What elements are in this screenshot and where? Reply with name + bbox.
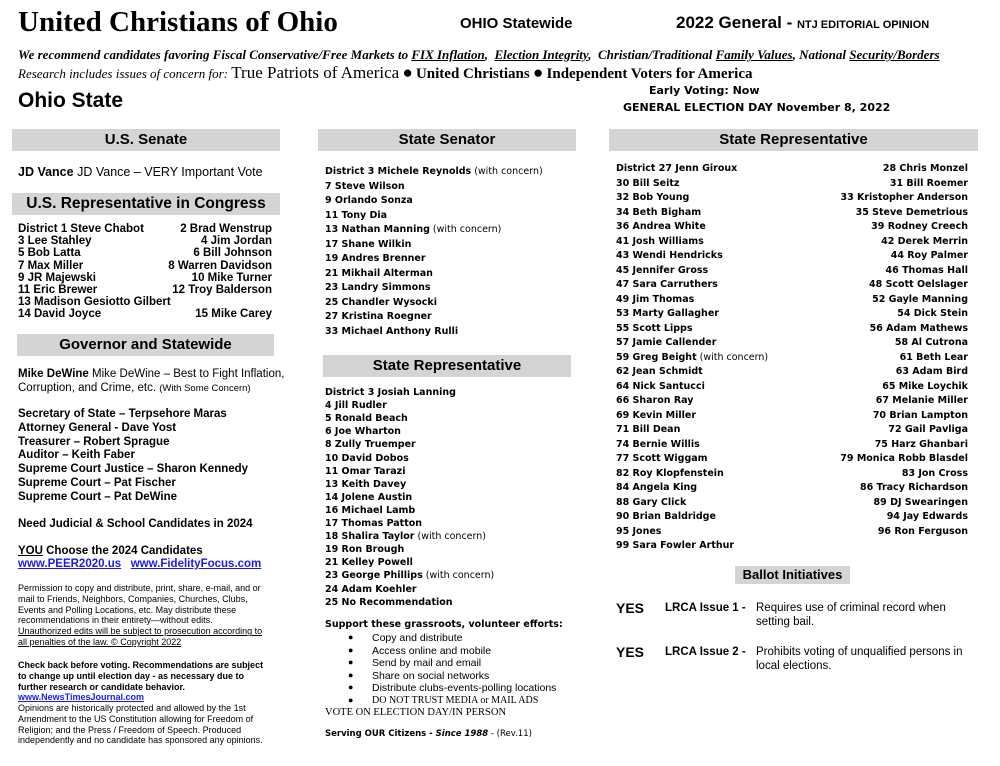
rep-row-name: 82 Roy Klopfenstein bbox=[616, 467, 724, 479]
newstimesjournal-link[interactable]: www.NewsTimesJournal.com bbox=[18, 692, 145, 702]
opinions-line: Opinions are historically protected and allowed by the 1st bbox=[18, 703, 246, 713]
senator-row bbox=[325, 311, 432, 322]
rep-row bbox=[616, 323, 692, 334]
senator-row bbox=[325, 268, 433, 279]
rep-row bbox=[325, 479, 406, 490]
rep-row bbox=[325, 505, 415, 516]
serving-line: Serving OUR Citizens - Since 1988 - (Rev.11) bbox=[325, 729, 532, 739]
rep-row bbox=[325, 387, 456, 398]
rep-row-name: 53 Marty Gallagher bbox=[616, 308, 719, 319]
rep-row-name: 24 Adam Koehler bbox=[325, 583, 417, 595]
senator-row bbox=[325, 224, 501, 235]
congress-district: 7 Max Miller bbox=[18, 259, 84, 272]
issue-family-values: Family Values bbox=[715, 47, 793, 62]
issue-desc: Prohibits voting of unqualified persons in bbox=[756, 646, 963, 658]
rep-row bbox=[325, 453, 409, 464]
rep-row bbox=[616, 439, 700, 450]
statewide-item: Attorney General - Dave Yost bbox=[18, 421, 177, 434]
congress-district: 12 Troy Balderson bbox=[172, 284, 272, 296]
congress-district: 4 Jim Jordan bbox=[201, 235, 272, 248]
support-item: Share on social networks bbox=[372, 669, 490, 682]
senator-row bbox=[325, 326, 458, 337]
rep-row-name: 32 Bob Young bbox=[616, 192, 690, 203]
bullet-icon: ● bbox=[348, 632, 354, 642]
statewide-item: Supreme Court – Pat Fischer bbox=[18, 477, 176, 489]
rep-row-name: 41 Josh Williams bbox=[616, 235, 704, 247]
election-separator: - bbox=[781, 13, 797, 32]
ballot-initiatives-header: Ballot Initiatives bbox=[735, 566, 850, 584]
rep-row bbox=[325, 466, 405, 477]
rep-row-name: District 3 Josiah Lanning bbox=[325, 387, 456, 398]
rep-row bbox=[325, 531, 486, 542]
congress-district: 10 Mike Turner bbox=[191, 271, 272, 284]
rep-row-name: 74 Bernie Willis bbox=[616, 438, 700, 450]
rep-row bbox=[616, 482, 697, 493]
rep-row-name: 11 Omar Tarazi bbox=[325, 465, 406, 477]
governor-header: Governor and Statewide bbox=[17, 334, 274, 356]
congress-district: 5 Bob Latta bbox=[18, 247, 81, 260]
rep-row bbox=[616, 366, 703, 377]
rep-row-name: 64 Nick Santucci bbox=[616, 380, 705, 392]
statewide-item: Supreme Court Justice – Sharon Kennedy bbox=[18, 463, 249, 476]
research-prefix: Research includes issues of concern for: bbox=[18, 66, 232, 81]
permission-line: Permission to copy and distribute, print, share, e-mail, and or bbox=[18, 583, 261, 593]
scope-label: OHIO Statewide bbox=[460, 15, 573, 32]
rep-row bbox=[325, 597, 453, 608]
fidelityfocus-link[interactable]: www.FidelityFocus.com bbox=[130, 558, 262, 570]
rep-row-name: 14 Jolene Austin bbox=[325, 491, 413, 503]
us-senate-header: U.S. Senate bbox=[12, 129, 280, 151]
issue-name: LRCA Issue 2 - bbox=[665, 646, 746, 658]
senator-row bbox=[325, 195, 413, 206]
rep-row bbox=[325, 492, 412, 503]
congress-district: 15 Mike Carey bbox=[195, 308, 272, 321]
rep-row-name: 16 Michael Lamb bbox=[325, 504, 416, 516]
rep-row-name: 88 Gary Click bbox=[616, 496, 687, 508]
state-title: Ohio State bbox=[18, 89, 124, 112]
rep-row-name: 99 Sara Fowler Arthur bbox=[616, 540, 735, 551]
senator-row-name: 25 Chandler Wysocki bbox=[325, 296, 437, 308]
bullet-icon: ● bbox=[348, 682, 354, 693]
statewide-item: Secretary of State – Terpsehore Maras bbox=[18, 408, 227, 420]
permission-line: Events and Polling Locations, etc. May distribute these bbox=[18, 604, 237, 615]
senator-row-name: 13 Nathan Manning bbox=[325, 224, 430, 235]
state-rep-header-col2: State Representative bbox=[323, 355, 571, 377]
rep-row bbox=[325, 413, 408, 424]
senator-row-name: 23 Landry Simmons bbox=[325, 282, 431, 293]
congress-district: 6 Bill Johnson bbox=[193, 247, 272, 260]
governor-line-2: Corruption, and Crime, etc. (With Some Concern) bbox=[18, 382, 251, 394]
rep-row-right: 70 Brian Lampton bbox=[872, 409, 968, 421]
rep-row-right: 39 Rodney Creech bbox=[871, 221, 968, 232]
rep-row-name: 57 Jamie Callender bbox=[616, 337, 717, 348]
senator-row-name: 33 Michael Anthony Rulli bbox=[325, 325, 459, 337]
support-item: Copy and distribute bbox=[372, 632, 463, 644]
rep-row-right: 58 Al Cutrona bbox=[894, 337, 968, 348]
support-item: Send by mail and email bbox=[372, 657, 482, 670]
rep-row bbox=[616, 468, 724, 479]
congress-district: 2 Brad Wenstrup bbox=[180, 223, 272, 235]
rep-row-name: 43 Wendi Hendricks bbox=[616, 250, 723, 261]
election-name: 2022 General bbox=[676, 13, 782, 32]
rep-row-name: 25 No Recommendation bbox=[325, 596, 453, 608]
senator-row bbox=[325, 239, 411, 250]
rep-row bbox=[325, 570, 494, 581]
rep-row-name: 45 Jennifer Gross bbox=[616, 264, 709, 276]
rep-row-name: 18 Shalira Taylor bbox=[325, 531, 415, 543]
congress-header: U.S. Representative in Congress bbox=[12, 193, 280, 215]
governor-line-1: Mike DeWine Mike DeWine – Best to Fight Inflation, bbox=[18, 368, 285, 380]
rep-row-right: 94 Jay Edwards bbox=[886, 511, 968, 522]
rep-row bbox=[616, 163, 737, 174]
rep-row-name: 47 Sara Carruthers bbox=[616, 279, 718, 290]
rep-row bbox=[616, 511, 716, 522]
rep-row bbox=[616, 279, 718, 290]
rep-row-name: 8 Zully Truemper bbox=[325, 439, 416, 451]
rep-row-name: 10 David Dobos bbox=[325, 452, 409, 464]
statewide-item: Treasurer – Robert Sprague bbox=[18, 435, 170, 448]
rep-row bbox=[616, 265, 708, 276]
rep-row bbox=[616, 410, 696, 421]
rep-row bbox=[616, 207, 701, 218]
issue-election-integrity: Election Integrity bbox=[494, 47, 589, 62]
rep-row-name: 30 Bill Seitz bbox=[616, 177, 680, 189]
rep-row-right: 96 Ron Ferguson bbox=[877, 525, 968, 537]
rep-row bbox=[616, 497, 686, 508]
recommend-national: National bbox=[799, 47, 850, 62]
rep-row-name: 13 Keith Davey bbox=[325, 478, 407, 490]
senator-row bbox=[325, 210, 387, 221]
rep-row-right: 54 Dick Stein bbox=[897, 308, 968, 319]
support-item: Access online and mobile bbox=[372, 644, 492, 657]
general-election-day: GENERAL ELECTION DAY November 8, 2022 bbox=[623, 101, 891, 114]
check-back-line: further research or candidate behavior. bbox=[18, 681, 186, 692]
permission-line: all penalties of the law. © Copyright 2022 bbox=[18, 637, 182, 647]
rep-row-name: 21 Kelley Powell bbox=[325, 557, 413, 569]
rep-row-right: 48 Scott Oelslager bbox=[869, 279, 968, 290]
choose-line: YOU Choose the 2024 Candidates bbox=[18, 545, 203, 557]
senator-row bbox=[325, 282, 431, 293]
rep-row bbox=[616, 337, 716, 348]
rep-row-name: 95 Jones bbox=[616, 525, 662, 537]
rep-row-name: 5 Ronald Beach bbox=[325, 413, 408, 425]
rep-row-right: 67 Melanie Miller bbox=[875, 395, 968, 406]
congress-district: 8 Warren Davidson bbox=[168, 259, 272, 272]
senator-row-note: (with concern) bbox=[429, 224, 502, 235]
senator-row bbox=[325, 166, 543, 177]
rep-row bbox=[616, 236, 704, 247]
rep-row-right: 89 DJ Swearingen bbox=[873, 496, 968, 508]
rep-row-name: 55 Scott Lipps bbox=[616, 322, 693, 334]
issue-desc: local elections. bbox=[756, 660, 832, 672]
senator-row-name: 21 Mikhail Alterman bbox=[325, 267, 433, 279]
rep-row-name: 59 Greg Beight bbox=[616, 351, 697, 363]
rep-row-right: 31 Bill Roemer bbox=[889, 177, 968, 189]
rep-row-name: 69 Kevin Miller bbox=[616, 409, 697, 421]
issue-inflation: FIX Inflation bbox=[411, 47, 485, 62]
bullet-icon: ● bbox=[348, 669, 354, 680]
rep-row-right: 79 Monica Robb Blasdel bbox=[840, 453, 968, 464]
rep-row-name: 90 Brian Baldridge bbox=[616, 511, 716, 522]
rep-row bbox=[325, 544, 404, 555]
congress-district: 11 Eric Brewer bbox=[18, 284, 98, 296]
rep-row-note: (with concern) bbox=[414, 531, 486, 543]
senator-row-name: 19 Andres Brenner bbox=[325, 253, 426, 264]
rep-row-right: 56 Adam Mathews bbox=[869, 322, 968, 334]
rep-row-name: 6 Joe Wharton bbox=[325, 426, 401, 438]
senator-row bbox=[325, 181, 405, 192]
rep-row-name: District 27 Jenn Giroux bbox=[616, 163, 738, 174]
support-item: Distribute clubs-events-polling locations bbox=[372, 682, 557, 695]
organization-title: United Christians of Ohio bbox=[18, 6, 338, 38]
peer2020-link[interactable]: www.PEER2020.us bbox=[18, 558, 122, 570]
issue-name: LRCA Issue 1 - bbox=[665, 602, 746, 614]
senator-row bbox=[325, 253, 426, 264]
rep-row-name: 36 Andrea White bbox=[616, 221, 706, 232]
statewide-item: Auditor – Keith Faber bbox=[18, 449, 135, 462]
opinion-label: NTJ EDITORIAL OPINION bbox=[796, 19, 930, 31]
bullet-icon: ● bbox=[348, 657, 354, 668]
rep-row-right: 35 Steve Demetrious bbox=[855, 206, 968, 218]
issue-desc: setting bail. bbox=[756, 616, 815, 628]
rep-row-right: 63 Adam Bird bbox=[895, 366, 968, 377]
rep-row bbox=[325, 426, 401, 437]
rep-row bbox=[325, 557, 413, 568]
congress-district: 3 Lee Stahley bbox=[18, 235, 92, 248]
rep-row bbox=[325, 584, 417, 595]
senator-row-note: (with concern) bbox=[471, 166, 543, 177]
rep-row bbox=[616, 453, 708, 464]
rep-row-right: 46 Thomas Hall bbox=[885, 264, 968, 276]
state-senator-header: State Senator bbox=[318, 129, 576, 151]
permission-line: Unauthorized edits will be subject to prosecution according to bbox=[18, 626, 263, 637]
rep-row-name: 62 Jean Schmidt bbox=[616, 366, 703, 377]
rep-row-right: 72 Gail Pavliga bbox=[888, 424, 968, 435]
rep-row-note: (with concern) bbox=[422, 570, 495, 582]
rep-row bbox=[325, 400, 387, 411]
rep-row-name: 77 Scott Wiggam bbox=[616, 453, 708, 464]
senator-row-name: 11 Tony Dia bbox=[325, 209, 388, 221]
rep-row bbox=[616, 192, 689, 203]
check-back-line: Check back before voting. Recommendations are subject bbox=[18, 660, 264, 670]
rep-row bbox=[325, 518, 422, 529]
vote-in-person: VOTE ON ELECTION DAY/IN PERSON bbox=[325, 707, 507, 718]
rep-row-right: 75 Harz Ghanbari bbox=[874, 438, 968, 450]
check-back-line: to change up until election day - as necessary due to bbox=[18, 670, 245, 681]
support-header: Support these grassroots, volunteer efforts: bbox=[325, 619, 563, 630]
rep-row bbox=[616, 395, 693, 406]
rep-row-right: 42 Derek Merrin bbox=[881, 235, 968, 247]
rep-row-name: 19 Ron Brough bbox=[325, 544, 405, 556]
bullet-icon: ● bbox=[348, 644, 354, 655]
opinions-line: Religion; and the Press / Freedom of Speech. Produced bbox=[18, 724, 242, 735]
congress-district: 13 Madison Gesiotto Gilbert bbox=[18, 296, 171, 309]
research-line: Research includes issues of concern for: True Patriots of America ● United Christians ● Independent Voters for America bbox=[18, 63, 753, 82]
research-independent-voters: Independent Voters for America bbox=[546, 66, 753, 82]
rep-row-right: 65 Mike Loychik bbox=[882, 380, 968, 392]
rep-row bbox=[616, 526, 661, 537]
rep-row-name: 71 Bill Dean bbox=[616, 424, 681, 435]
rep-row bbox=[616, 381, 705, 392]
senator-row-name: 27 Kristina Roegner bbox=[325, 311, 432, 322]
rep-row bbox=[616, 221, 706, 232]
links-line bbox=[18, 558, 261, 570]
support-item: DO NOT TRUST MEDIA or MAIL ADS bbox=[372, 695, 539, 706]
senate-line: JD Vance JD Vance – VERY Important Vote bbox=[18, 165, 263, 179]
rep-row bbox=[616, 540, 734, 551]
rep-row-right: 86 Tracy Richardson bbox=[860, 482, 968, 493]
need-candidates: Need Judicial & School Candidates in 2024 bbox=[18, 518, 253, 530]
permission-line: recommendations in their entirety—without edits. bbox=[18, 615, 213, 626]
congress-district: District 1 Steve Chabot bbox=[18, 223, 144, 235]
bullet-icon: ● bbox=[348, 695, 354, 705]
state-rep-header-col3: State Representative bbox=[609, 129, 978, 151]
newstimesjournal-line bbox=[18, 692, 144, 702]
recommend-line: We recommend candidates favoring Fiscal Conservative/Free Markets to FIX Inflation, Election Integrity, Christian/Traditional Family Values, National Security/Borders bbox=[18, 47, 940, 62]
rep-row-right: 83 Jon Cross bbox=[901, 467, 968, 479]
rep-row-name: 66 Sharon Ray bbox=[616, 395, 694, 406]
rep-row-right: 61 Beth Lear bbox=[899, 351, 968, 363]
research-united-christians: United Christians bbox=[415, 66, 530, 82]
rep-row-name: 49 Jim Thomas bbox=[616, 293, 695, 305]
early-voting: Early Voting: Now bbox=[649, 84, 760, 97]
rep-row-right: 28 Chris Monzel bbox=[882, 163, 968, 174]
rep-row-name: 34 Beth Bigham bbox=[616, 206, 702, 218]
rep-row-name: 84 Angela King bbox=[616, 482, 698, 493]
rep-row bbox=[616, 424, 680, 435]
rep-row-name: 4 Jill Rudler bbox=[325, 400, 387, 412]
issue-security: Security/Borders bbox=[849, 47, 940, 62]
opinions-line: independently and no candidate has sponsored any opinions. bbox=[18, 735, 263, 746]
rep-row bbox=[616, 178, 679, 189]
congress-district: 9 JR Majewski bbox=[18, 271, 96, 284]
rep-row bbox=[616, 352, 768, 363]
rep-row-right: 52 Gayle Manning bbox=[872, 293, 968, 305]
rep-row-name: 23 George Phillips bbox=[325, 570, 423, 582]
rep-row-name: 17 Thomas Patton bbox=[325, 518, 423, 529]
senator-row-name: District 3 Michele Reynolds bbox=[325, 166, 472, 177]
issue-desc: Requires use of criminal record when bbox=[756, 602, 946, 614]
senator-row-name: 9 Orlando Sonza bbox=[325, 195, 413, 206]
issue-vote: YES bbox=[616, 644, 645, 660]
rep-row bbox=[325, 439, 416, 450]
rep-row-right: 44 Roy Palmer bbox=[890, 250, 968, 261]
rep-row-note: (with concern) bbox=[696, 351, 769, 363]
research-true-patriots: True Patriots of America bbox=[231, 63, 400, 82]
permission-line: mail to Friends, Neighbors, Companies, Churches, Clubs, bbox=[18, 593, 248, 604]
election-label bbox=[676, 13, 929, 33]
issue-vote: YES bbox=[616, 600, 645, 616]
statewide-item: Supreme Court – Pat DeWine bbox=[18, 490, 178, 503]
rep-row bbox=[616, 294, 694, 305]
senator-row bbox=[325, 297, 437, 308]
rep-row bbox=[616, 250, 723, 261]
rep-row bbox=[616, 308, 719, 319]
recommend-mid: Christian/Traditional bbox=[597, 47, 716, 62]
recommend-prefix: We recommend candidates favoring Fiscal Conservative/Free Markets to bbox=[18, 47, 412, 62]
senator-row-name: 17 Shane Wilkin bbox=[325, 238, 412, 250]
senator-row-name: 7 Steve Wilson bbox=[325, 180, 405, 192]
congress-district: 14 David Joyce bbox=[18, 308, 102, 321]
rep-row-right: 33 Kristopher Anderson bbox=[840, 192, 968, 203]
opinions-line: Amendment to the US Constitution allowing for Freedom of bbox=[18, 713, 254, 724]
